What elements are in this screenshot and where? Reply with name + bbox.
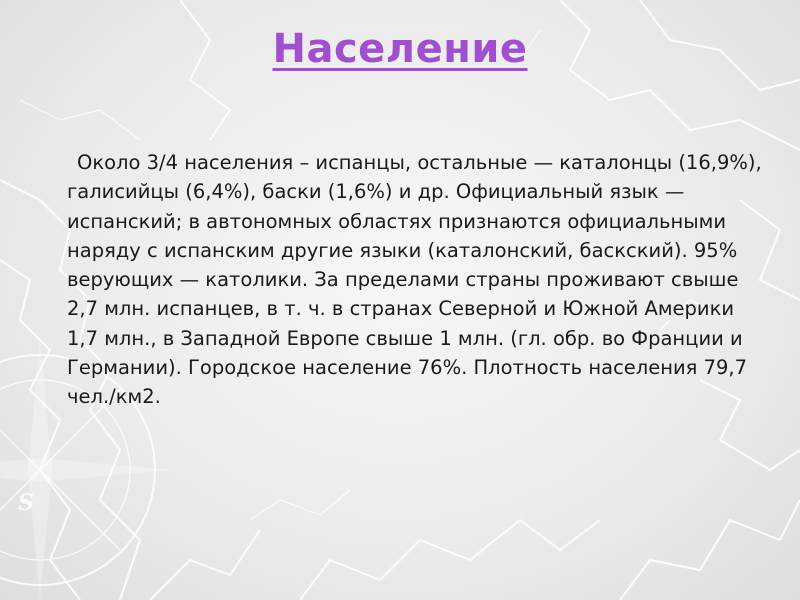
compass-letter-s: S bbox=[18, 490, 34, 516]
body-text: Около 3/4 населения – испанцы, остальные — каталонцы (16,9%), галисийцы (6,4%), баски (1,6%) и др. Официальный язык — испанский; в автономных областях признаются официальными наряду с испанским другие языки (каталонский, баскский). 95% верующих — католики. За пределами страны проживают свыше 2,7 млн. испанцев, в т. ч. в странах Северной и Южной Америки 1,7 млн., в Западной Европе свыше 1 млн. (гл. обр. во Франции и Германии). Городское население 76%. Плотность населения 79,7 чел./км2. bbox=[67, 151, 762, 409]
slide-title: Население bbox=[272, 26, 528, 72]
